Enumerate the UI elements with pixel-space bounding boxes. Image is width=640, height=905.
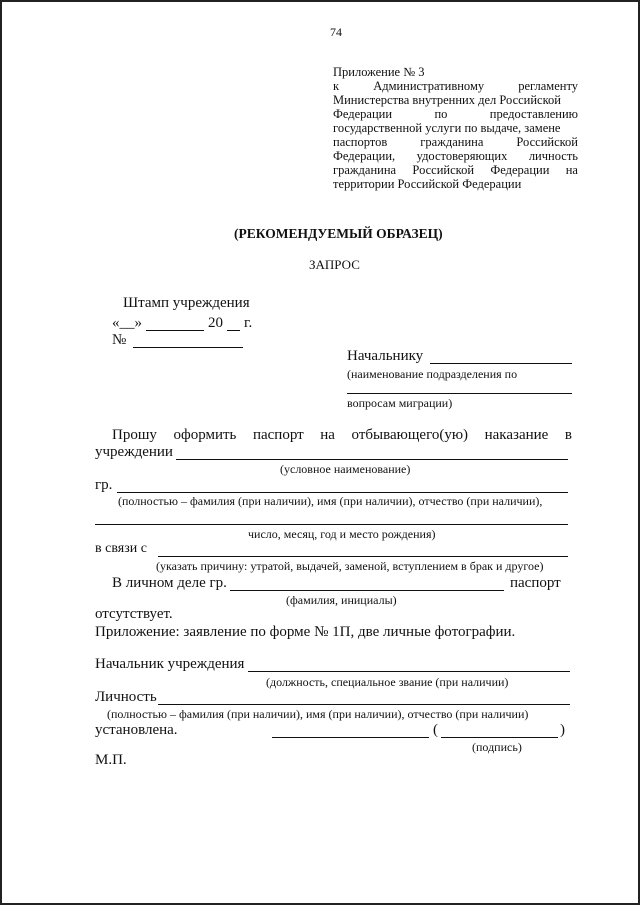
request-word: на	[320, 427, 335, 443]
institution-field[interactable]	[176, 459, 568, 460]
recipient-hint-1: (наименование подразделения по	[347, 367, 518, 381]
birth-field[interactable]	[95, 524, 568, 525]
appendix-line: государственной услуги по выдаче, замене	[333, 121, 561, 135]
stamp-number-field[interactable]	[133, 347, 243, 348]
appendix-line: территории Российской Федерации	[333, 177, 522, 191]
recipient-field-2[interactable]	[347, 393, 572, 394]
date-year-prefix: 20	[208, 315, 223, 331]
document-subtitle: ЗАПРОС	[309, 257, 360, 272]
date-close-quote: »	[134, 315, 142, 331]
date-year-suffix: г.	[244, 315, 253, 331]
seal-label: М.П.	[95, 752, 127, 768]
appendix-word: гражданина	[333, 163, 397, 177]
request-word: наказание	[484, 427, 549, 443]
head-field[interactable]	[248, 671, 570, 672]
appendix-word: паспортов	[333, 135, 388, 149]
citizen-hint: (полностью – фамилия (при наличии), имя (при наличии), отчество (при наличии),	[118, 494, 543, 508]
head-hint: (должность, специальное звание (при наличии)	[266, 675, 509, 689]
file-passport-word: паспорт	[510, 575, 561, 591]
paren-open: (	[433, 722, 438, 738]
identity-label: Личность	[95, 689, 157, 705]
identity-field[interactable]	[158, 704, 570, 705]
appendix-word: Административному	[373, 79, 485, 93]
appendix-word: Федерации	[333, 107, 393, 121]
stamp-number-label: №	[112, 332, 127, 348]
birth-hint: число, месяц, год и место рождения)	[248, 527, 436, 541]
request-word: Прошу	[112, 427, 157, 443]
head-label: Начальник учреждения	[95, 656, 245, 672]
reason-hint: (указать причину: утратой, выдачей, заменой, вступлением в брак и другое)	[156, 559, 544, 573]
file-hint: (фамилия, инициалы)	[286, 593, 397, 607]
paren-close: )	[560, 722, 565, 738]
appendix-word: к	[333, 79, 340, 93]
signature-hint: (подпись)	[472, 740, 522, 754]
appendix-block	[333, 65, 578, 191]
appendix-line-justified	[333, 135, 578, 149]
citizen-label: гр.	[95, 477, 113, 493]
date-open-quote: «	[112, 315, 120, 331]
institution-hint: (условное наименование)	[280, 462, 411, 476]
appendix-line: Приложение № 3	[333, 65, 425, 79]
appendix-word: Федерации,	[333, 149, 396, 163]
request-word: в	[564, 427, 572, 443]
file-name-field[interactable]	[230, 590, 504, 591]
request-word: отбывающего(ую)	[351, 427, 469, 443]
appendix-word: на	[565, 163, 578, 177]
appendix-line-justified	[333, 149, 578, 163]
page-number: 74	[330, 25, 342, 39]
stamp-date	[112, 316, 142, 331]
appendix-word: гражданина	[420, 135, 484, 149]
signature-field[interactable]	[272, 737, 429, 738]
absent-text: отсутствует.	[95, 606, 173, 622]
reason-label: в связи с	[95, 541, 147, 556]
appendix-word: предоставлению	[489, 107, 578, 121]
appendix-word: по	[434, 107, 448, 121]
stamp-label: Штамп учреждения	[123, 295, 250, 311]
request-word: паспорт	[252, 427, 304, 443]
recipient-field[interactable]	[430, 363, 572, 364]
recipient-hint-2: вопросам миграции)	[347, 396, 453, 410]
document-title: (РЕКОМЕНДУЕМЫЙ ОБРАЗЕЦ)	[234, 226, 443, 241]
appendix-word: личность	[528, 149, 578, 163]
appendix-word: регламенту	[518, 79, 578, 93]
appendix-word: Российской	[412, 163, 475, 177]
appendix-word: Федерации	[490, 163, 550, 177]
citizen-field[interactable]	[117, 492, 568, 493]
identity-hint: (полностью – фамилия (при наличии), имя (при наличии), отчество (при наличии)	[107, 707, 529, 721]
attachment-text: Приложение: заявление по форме № 1П, две личные фотографии.	[95, 624, 516, 640]
established-text: установлена.	[95, 722, 178, 738]
date-year-field[interactable]	[227, 330, 240, 331]
appendix-word: удостоверяющих	[416, 149, 508, 163]
reason-field[interactable]	[158, 556, 568, 557]
file-label: В личном деле гр.	[112, 575, 227, 591]
request-line	[112, 428, 572, 443]
appendix-word: Российской	[516, 135, 578, 149]
recipient-label: Начальнику	[347, 348, 424, 364]
appendix-line-justified	[333, 79, 578, 93]
appendix-line: Министерства внутренних дел Российской	[333, 93, 561, 107]
date-day-blank: __	[119, 315, 135, 331]
appendix-line-justified	[333, 107, 578, 121]
request-word: оформить	[173, 427, 237, 443]
signature-name-field[interactable]	[441, 737, 558, 738]
date-month-field[interactable]	[146, 330, 204, 331]
institution-label: учреждении	[95, 444, 173, 460]
appendix-line-justified	[333, 163, 578, 177]
